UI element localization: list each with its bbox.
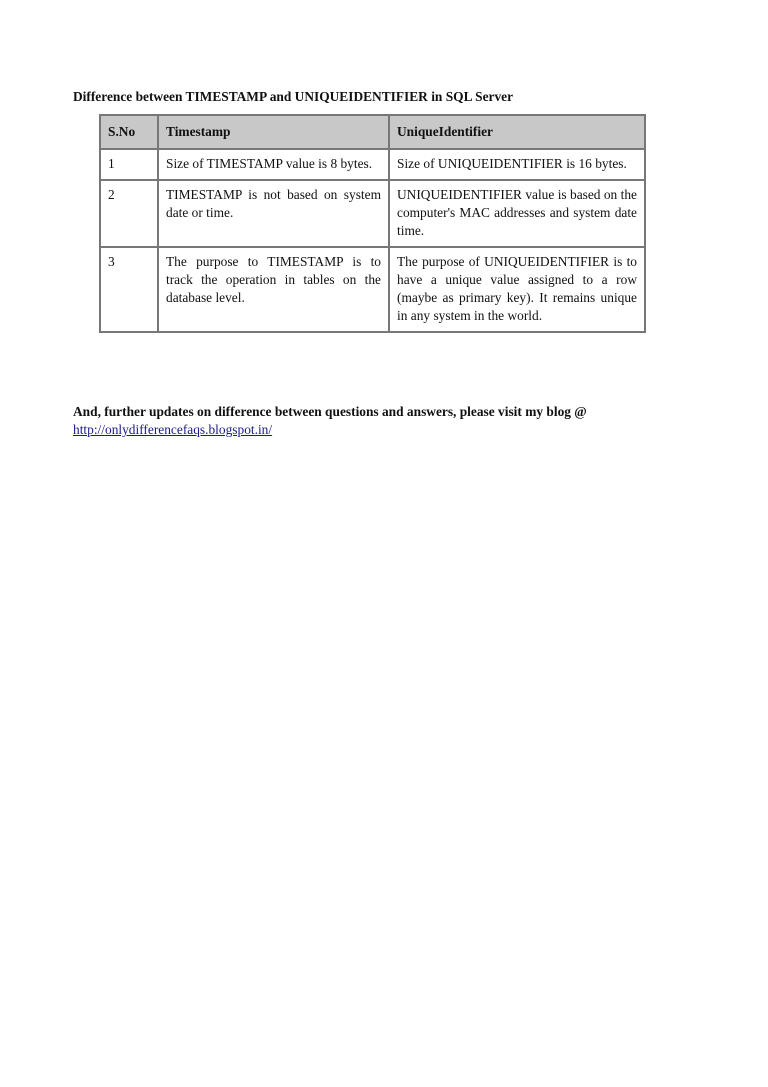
blog-link[interactable]: http://onlydifferencefaqs.blogspot.in/ [73, 422, 273, 437]
comparison-table [99, 114, 646, 333]
cell-uniqueidentifier: Size of UNIQUEIDENTIFIER is 16 bytes. [389, 149, 645, 180]
cell-uniqueidentifier: The purpose of UNIQUEIDENTIFIER is to have a unique value assigned to a row (maybe as primary key). It remains unique in any system in the world. [389, 247, 645, 332]
cell-sno: 1 [100, 149, 158, 180]
footer-note [73, 403, 683, 439]
header-timestamp: Timestamp [158, 115, 389, 149]
cell-timestamp: The purpose to TIMESTAMP is to track the operation in tables on the database level. [158, 247, 389, 332]
cell-timestamp: Size of TIMESTAMP value is 8 bytes. [158, 149, 389, 180]
cell-uniqueidentifier: UNIQUEIDENTIFIER value is based on the computer's MAC addresses and system date time. [389, 180, 645, 247]
header-uniqueidentifier: UniqueIdentifier [389, 115, 645, 149]
cell-sno: 3 [100, 247, 158, 332]
table-row [100, 149, 645, 180]
table-row [100, 247, 645, 332]
cell-sno: 2 [100, 180, 158, 247]
cell-timestamp: TIMESTAMP is not based on system date or time. [158, 180, 389, 247]
header-sno: S.No [100, 115, 158, 149]
footer-text: And, further updates on difference between questions and answers, please visit my blog @ [73, 404, 587, 419]
table-header-row [100, 115, 645, 149]
table-row [100, 180, 645, 247]
document-title: Difference between TIMESTAMP and UNIQUEIDENTIFIER in SQL Server [73, 89, 514, 104]
